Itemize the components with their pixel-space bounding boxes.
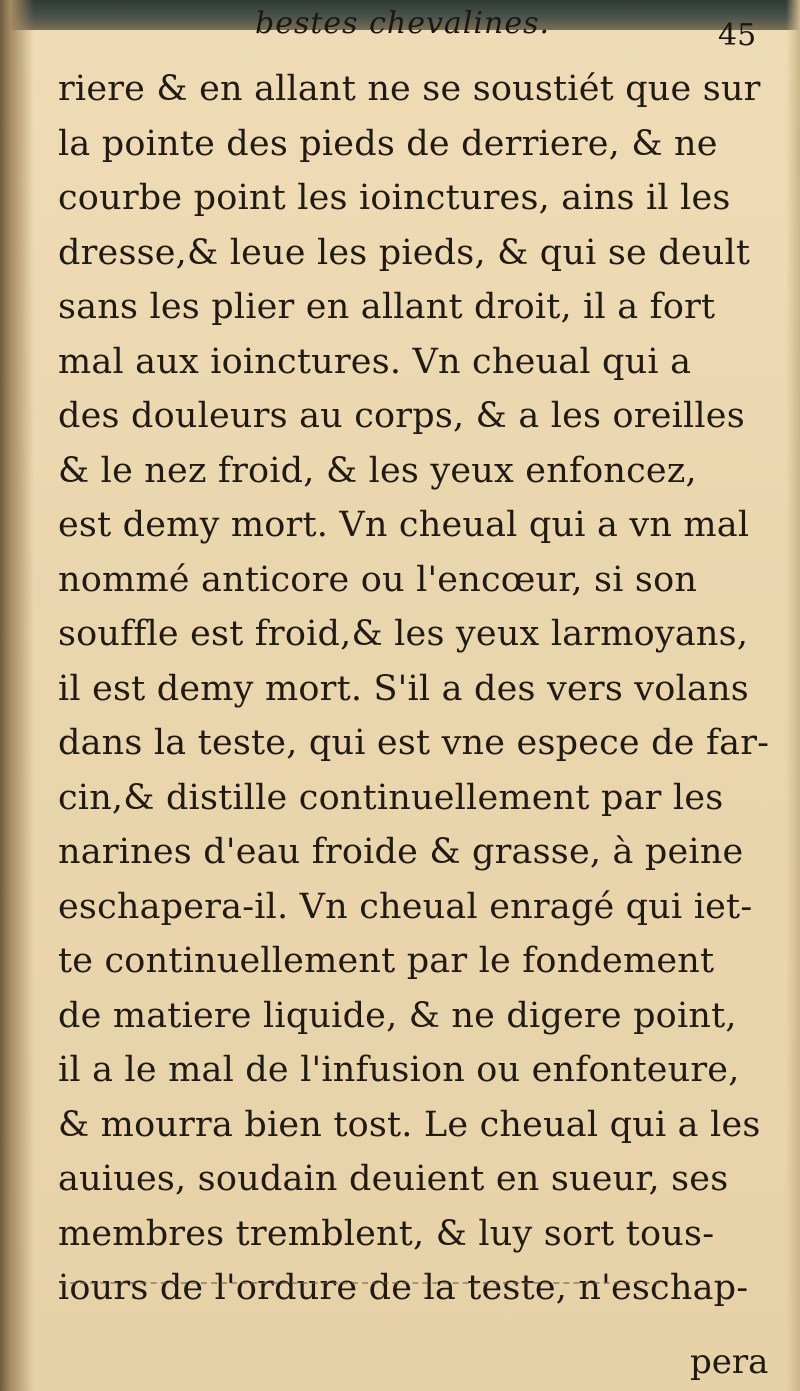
body-text [58, 62, 778, 1316]
text-line: eschapera-il. Vn cheual enragé qui iet- [58, 886, 753, 927]
text-line: il est demy mort. S'il a des vers volans [58, 668, 749, 709]
text-line: il a le mal de l'infusion ou enfonteure, [58, 1050, 740, 1090]
text-line: & mourra bien tost. Le cheual qui a les [58, 1104, 761, 1145]
text-line: & le nez froid, & les yeux enfoncez, [58, 450, 697, 491]
text-line: auiues, soudain deuient en sueur, ses [58, 1159, 729, 1199]
text-line: est demy mort. Vn cheual qui a vn mal [58, 505, 750, 545]
page-number: 45 [718, 18, 757, 53]
text-line: dresse,& leue les pieds, & qui se deult [58, 232, 751, 273]
text-line: souffle est froid,& les yeux larmoyans, [58, 614, 749, 654]
text-line: te continuellement par le fondement [58, 941, 715, 981]
text-line: iours de l'ordure de la teste, n'eschap- [58, 1268, 749, 1308]
text-line: membres tremblent, & luy sort tous- [58, 1213, 715, 1254]
running-head: bestes chevalines. [255, 6, 551, 41]
page-edge [786, 0, 800, 1391]
text-line: riere & en allant ne se soustiét que sur [58, 69, 761, 109]
text-line: la pointe des pieds de derriere, & ne [58, 123, 718, 164]
text-line: cin,& distille continuellement par les [58, 777, 724, 818]
bottom-rule [60, 1282, 660, 1284]
text-line: nommé anticore ou l'encœur, si son [58, 559, 698, 600]
text-line: courbe point les ioinctures, ains il les [58, 178, 731, 218]
text-line: mal aux ioinctures. Vn cheual qui a [58, 341, 692, 382]
catchword: pera [690, 1342, 769, 1382]
text-line: narines d'eau froide & grasse, à peine [58, 832, 744, 872]
text-line: de matiere liquide, & ne digere point, [58, 995, 737, 1036]
spine-shadow [0, 0, 34, 1391]
text-line: des douleurs au corps, & a les oreilles [58, 396, 745, 436]
text-line: sans les plier en allant droit, il a fort [58, 287, 716, 327]
text-line: dans la teste, qui est vne espece de far- [58, 723, 770, 763]
